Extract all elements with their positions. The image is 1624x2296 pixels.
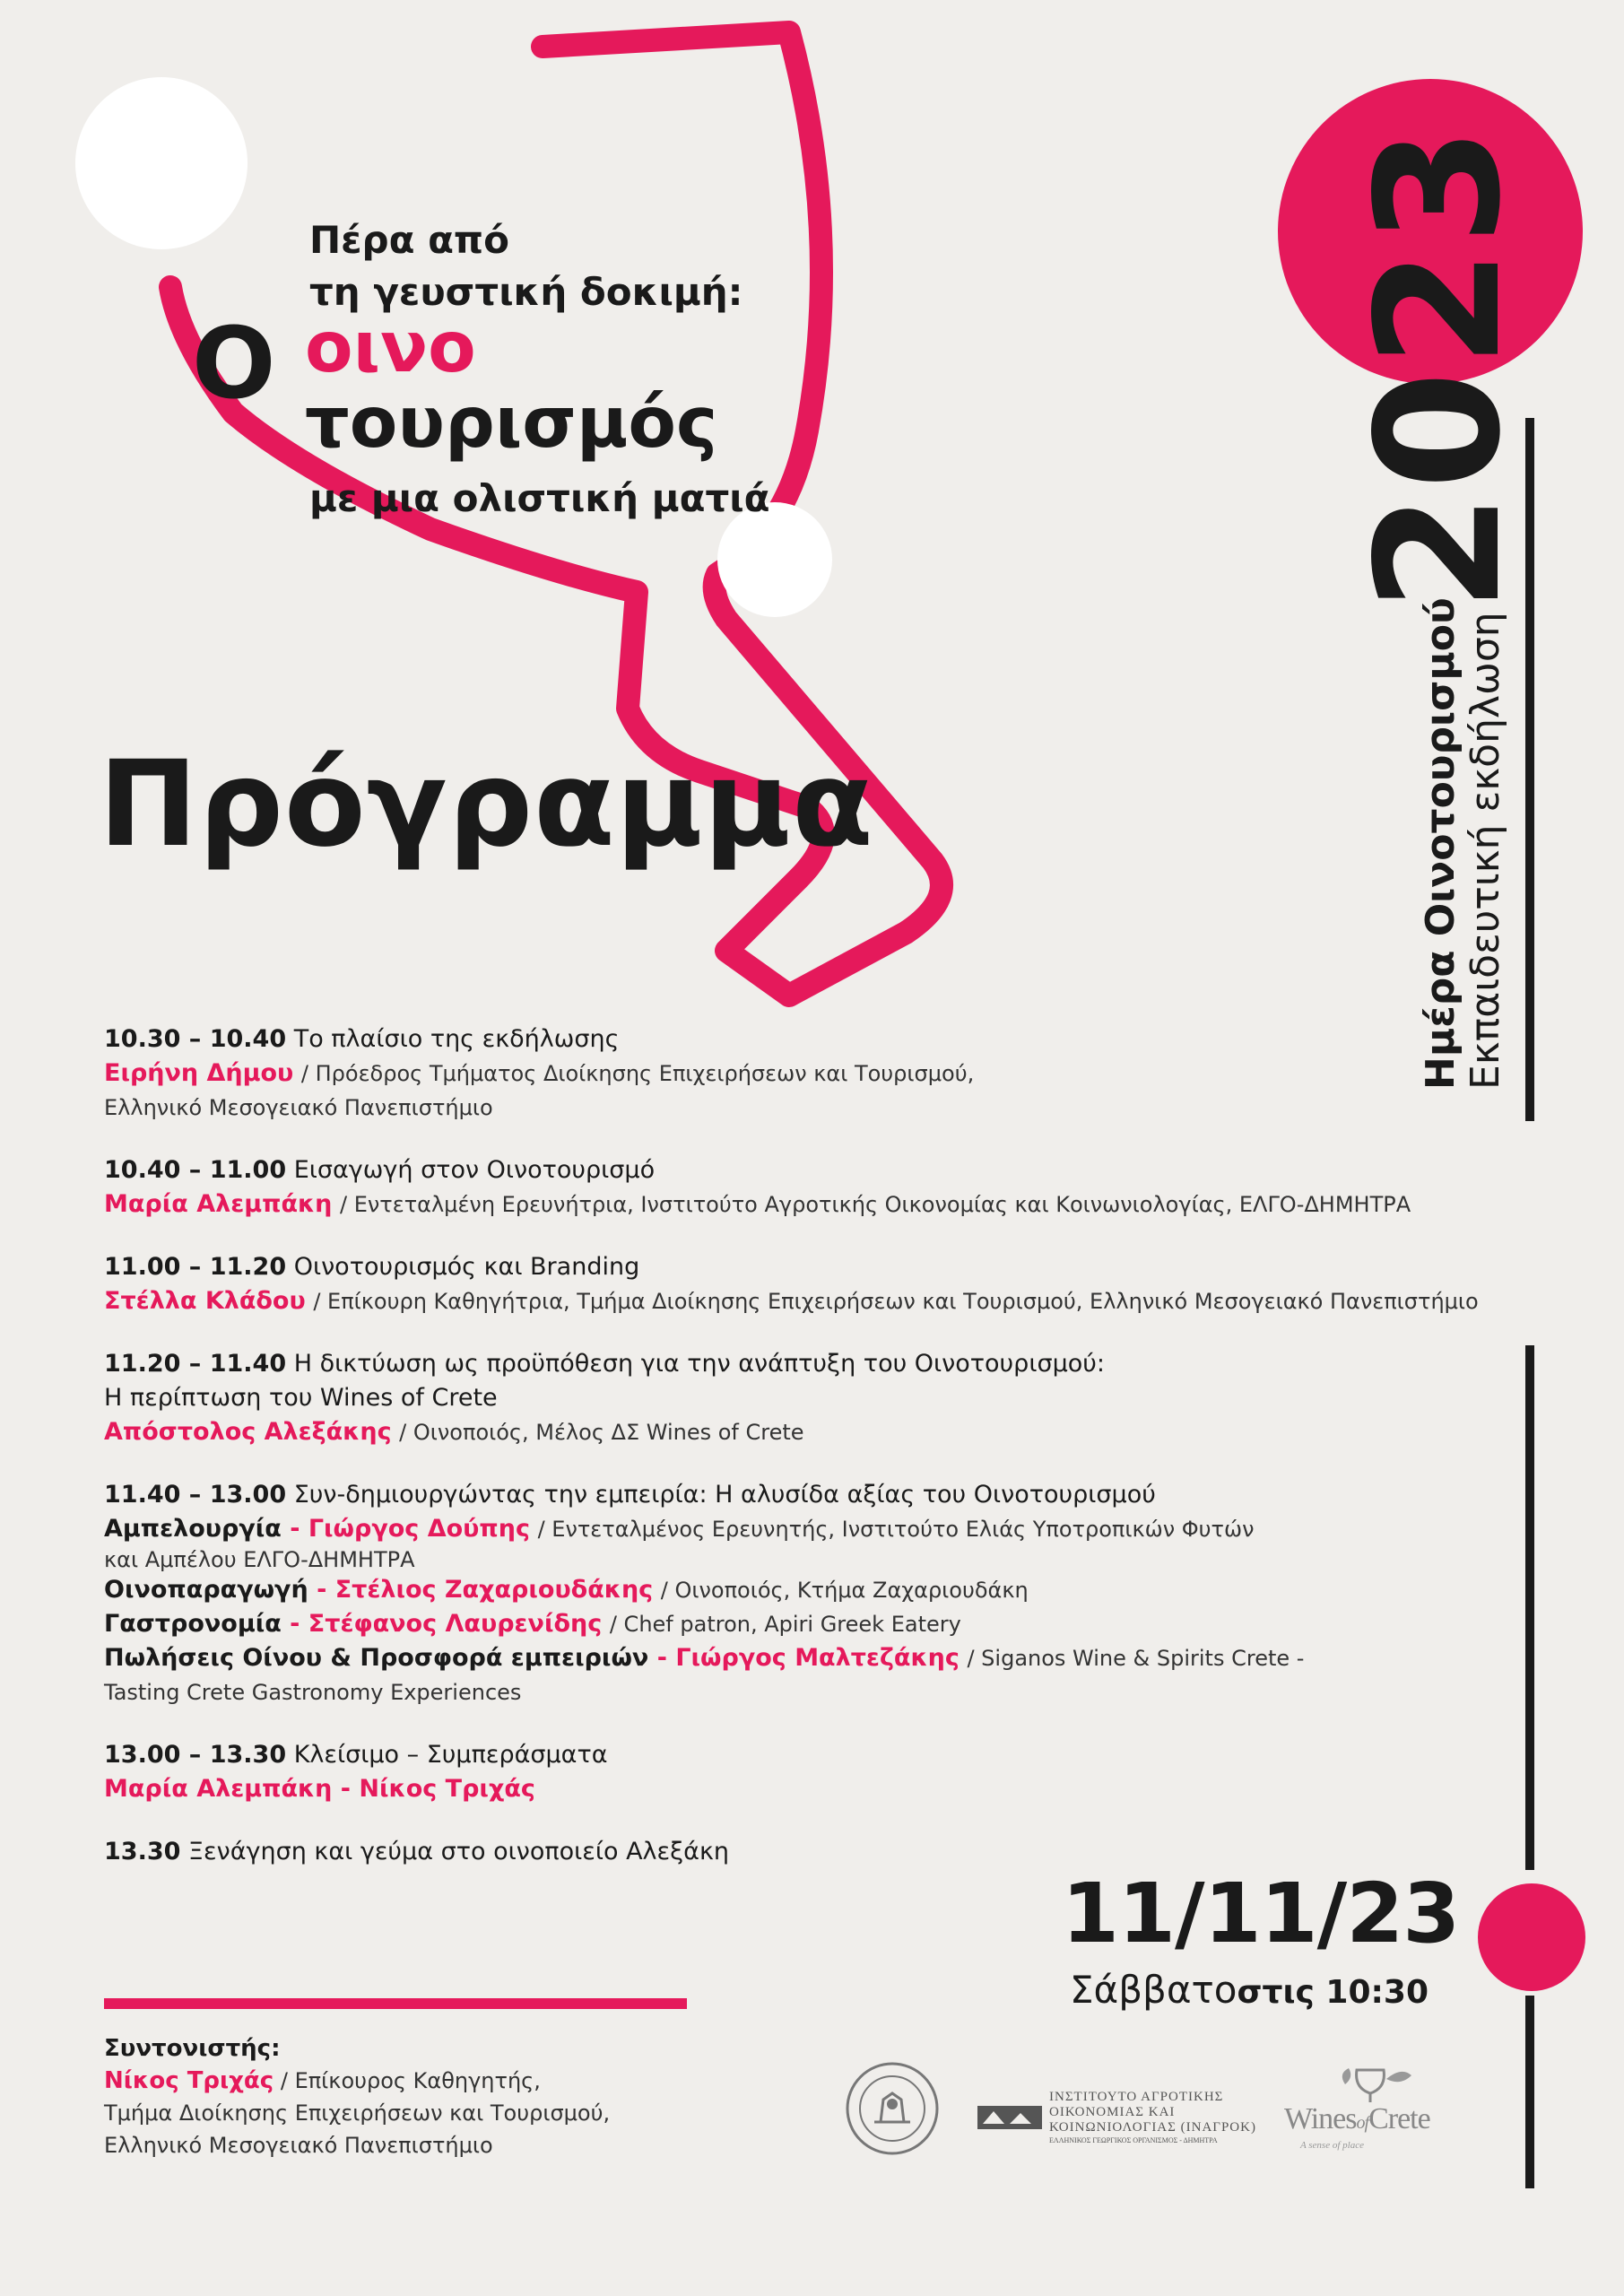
speaker-name: Στέλλα Κλάδου (104, 1287, 306, 1315)
coordinator-role: / Επίκουρος Καθηγητής, (274, 2068, 541, 2093)
schedule-item (104, 1153, 1575, 1222)
institute-name-4: ΕΛΛΗΝΙΚΟΣ ΓΕΩΡΓΙΚΟΣ ΟΡΓΑΝΙΣΜΟΣ - ΔΗΜΗΤΡΑ (1049, 2136, 1218, 2144)
speaker-name: Στέφανος Λαυρενίδης (308, 1610, 603, 1638)
panel-label: Οινοπαραγωγή (104, 1576, 308, 1604)
coordinator-name: Νίκος Τριχάς (104, 2067, 274, 2094)
panel-label: Γαστρονομία (104, 1610, 282, 1638)
speaker-role: / Οινοποιός, Μέλος ΔΣ Wines of Crete (399, 1420, 804, 1445)
schedule-item (104, 1250, 1575, 1318)
institute-name-3: ΚΟΙΝΩΝΙΟΛΟΓΙΑΣ (ΙΝΑΓΡΟΚ) (1049, 2120, 1256, 2135)
institute-emblem-icon (977, 2106, 1042, 2129)
speaker-name: Νίκος Τριχάς (359, 1775, 535, 1803)
wine-glass-leaf-icon (1334, 2063, 1415, 2106)
schedule-topic: Ξενάγηση και γεύμα στο οινοποιείο Αλεξάκη (188, 1838, 730, 1866)
schedule-item (104, 1347, 1575, 1449)
wines-of-crete-logo (1281, 2063, 1478, 2161)
speaker-sep: - (332, 1775, 360, 1803)
pink-divider-bar (104, 1998, 687, 2009)
schedule-topic: Το πλαίσιο της εκδήλωσης (293, 1025, 620, 1053)
university-seal-logo (843, 2059, 942, 2158)
speaker-role: / Εντεταλμένος Ερευνητής, Ινστιτούτο Ελιάς Υποτροπικών Φυτών (537, 1517, 1255, 1542)
schedule-time: 10.30 – 10.40 (104, 1025, 287, 1053)
event-type: Εκπαιδευτική εκδήλωση (1463, 612, 1508, 1090)
coordinator-role-2: Τμήμα Διοίκησης Επιχειρήσεων και Τουρισμού, (104, 2100, 611, 2126)
panel-sep: - (281, 1610, 308, 1638)
title-line-2: τη γευστική δοκιμή: (309, 270, 743, 314)
schedule-time: 10.40 – 11.00 (104, 1156, 287, 1184)
schedule-time: 13.30 (104, 1838, 181, 1866)
speaker-role-cont: και Αμπέλου ΕΛΓΟ-ΔΗΜΗΤΡΑ (104, 1547, 415, 1572)
schedule (104, 1022, 1575, 1898)
speaker-role: / Chef patron, Apiri Greek Eatery (609, 1612, 961, 1637)
title-word-oino: οινο (305, 308, 476, 388)
speaker-role: / Πρόεδρος Τμήματος Διοίκησης Επιχειρήσεων και Τουρισμού, (300, 1061, 975, 1086)
schedule-time: 11.00 – 11.20 (104, 1253, 287, 1281)
speaker-name: Στέλιος Ζαχαριουδάκης (334, 1576, 654, 1604)
title-line-4: με μια ολιστική ματιά (309, 476, 770, 520)
speaker-role-cont: Tasting Crete Gastronomy Experiences (104, 1680, 522, 1705)
white-circle-top (75, 77, 248, 249)
schedule-time: 11.20 – 11.40 (104, 1350, 287, 1378)
event-weekday: Σάββατο (1070, 1968, 1238, 2012)
schedule-topic: Κλείσιμο – Συμπεράσματα (293, 1741, 608, 1769)
speaker-name: Μαρία Αλεμπάκη (104, 1775, 333, 1803)
panel-label: Αμπελουργία (104, 1515, 282, 1543)
panel-label: Πωλήσεις Οίνου & Προσφορά εμπειριών (104, 1644, 649, 1672)
crete-word: Crete (1368, 2102, 1430, 2135)
schedule-time: 11.40 – 13.00 (104, 1481, 287, 1509)
speaker-role: / Οινοποιός, Κτήμα Ζαχαριουδάκη (660, 1578, 1029, 1603)
panel-sep: - (308, 1576, 335, 1604)
speaker-name: Γιώργος Μαλτεζάκης (675, 1644, 960, 1672)
speaker-role: / Siganos Wine & Spirits Crete - (967, 1646, 1305, 1671)
institute-name-1: ΙΝΣΤΙΤΟΥΤΟ ΑΓΡΟΤΙΚΗΣ (1049, 2090, 1224, 2104)
schedule-topic: Συν-δημιουργώντας την εμπειρία: Η αλυσίδα αξίας του Οινοτουρισμού (293, 1481, 1156, 1509)
institute-name-2: ΟΙΚΟΝΟΜΙΑΣ ΚΑΙ (1049, 2105, 1176, 2119)
schedule-topic: Εισαγωγή στον Οινοτουρισμό (293, 1156, 656, 1184)
speaker-role-cont: Ελληνικό Μεσογειακό Πανεπιστήμιο (104, 1095, 493, 1120)
title-article: Ο (192, 306, 276, 421)
event-day (1070, 1968, 1429, 2012)
wines-of-word: of (1356, 2113, 1369, 2133)
title-line-1: Πέρα από (309, 218, 510, 262)
speaker-role: / Επίκουρη Καθηγήτρια, Τμήμα Διοίκησης Επιχειρήσεων και Τουρισμού, Ελληνικό Μεσογειακό Πανεπιστήμιο (313, 1289, 1479, 1314)
speaker-name: Μαρία Αλεμπάκη (104, 1190, 333, 1218)
schedule-item-panel (104, 1478, 1575, 1709)
page-title: Πρόγραμμα (99, 735, 874, 874)
coordinator-role-3: Ελληνικό Μεσογειακό Πανεπιστήμιο (104, 2133, 493, 2158)
panel-sep: - (281, 1515, 308, 1543)
speaker-name: Απόστολος Αλεξάκης (104, 1418, 392, 1446)
schedule-topic: Η δικτύωση ως προϋπόθεση για την ανάπτυξη του Οινοτουρισμού: (293, 1350, 1105, 1378)
speaker-role: / Εντεταλμένη Ερευνήτρια, Ινστιτούτο Αγροτικής Οικονομίας και Κοινωνιολογίας, ΕΛΓΟ-ΔΗΜΗΤΡΑ (340, 1192, 1411, 1217)
schedule-time: 13.00 – 13.30 (104, 1741, 287, 1769)
schedule-item (104, 1738, 1575, 1806)
event-name: Ημέρα Οινοτουρισμού (1418, 597, 1463, 1090)
pink-circle-bottom (1478, 1883, 1585, 1991)
coordinator (104, 2032, 610, 2161)
panel-sep: - (648, 1644, 676, 1672)
wines-word: Wines (1284, 2102, 1357, 2135)
schedule-topic-cont: Η περίπτωση του Wines of Crete (104, 1384, 498, 1412)
speaker-name: Γιώργος Δούπης (308, 1515, 530, 1543)
event-time: στις 10:30 (1237, 1974, 1429, 2011)
year-2023: 2023 (1340, 123, 1538, 612)
event-date: 11/11/23 (1062, 1866, 1460, 1961)
coordinator-label: Συντονιστής: (104, 2035, 281, 2062)
speaker-name: Ειρήνη Δήμου (104, 1059, 294, 1087)
schedule-topic: Οινοτουρισμός και Branding (293, 1253, 640, 1281)
wines-tagline: A sense of place (1300, 2140, 1364, 2151)
schedule-item (104, 1835, 1575, 1869)
schedule-item (104, 1022, 1575, 1125)
title-word-tourismos: τουρισμός (305, 383, 718, 464)
